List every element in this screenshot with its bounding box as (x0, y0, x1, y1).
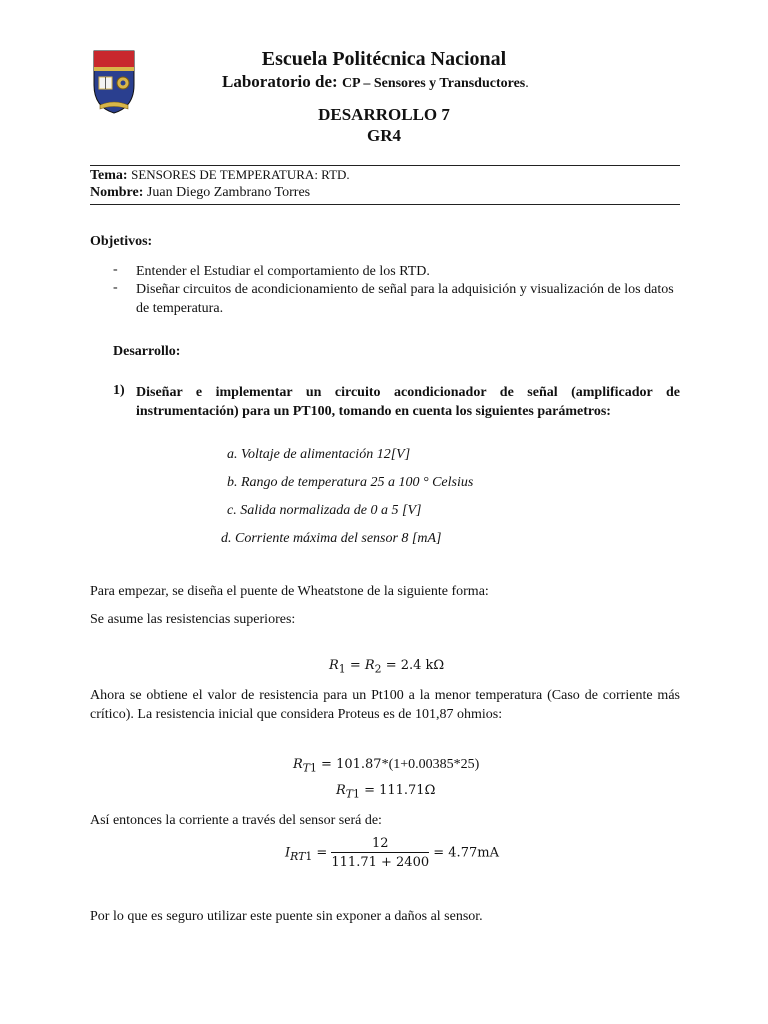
lab-line (222, 72, 529, 92)
desarrollo-heading: Desarrollo: (113, 344, 181, 359)
param-item: a. Voltaje de alimentación 12[V] (227, 447, 411, 462)
question-number: 1) (113, 383, 125, 398)
equation-value: = 111.71Ω (364, 783, 436, 798)
equation-result: = 4.77mA (433, 845, 499, 861)
nombre-label: Nombre: (90, 185, 144, 200)
lab-period: . (525, 76, 529, 91)
objetivos-heading: Objetivos: (90, 234, 153, 249)
fraction-numerator: 12 (331, 836, 429, 853)
equation-r1-r2: $R_1 = R_2 = 2.4$ kΩ (329, 658, 445, 676)
equation-rt1-result: $R_{T1} = 111.71\Omega$ (336, 783, 436, 801)
lab-value: CP – Sensores y Transductores (341, 76, 526, 91)
lab-label: Laboratorio de: (222, 72, 338, 91)
objetivo-item: Entender el Estudiar el comportamiento de los RTD. (136, 264, 430, 279)
paragraph: Ahora se obtiene el valor de resistencia para un Pt100 a la menor temperatura (Caso de corriente más crítico). La resistencia inicial que considera Proteus es de 101,87 ohmios: (90, 688, 680, 722)
param-item: b. Rango de temperatura 25 a 100 ° Celsius (227, 475, 474, 490)
nombre-value: Juan Diego Zambrano Torres (146, 185, 311, 200)
objetivo-item: Diseñar circuitos de acondicionamiento de señal para la adquisición y visualización de los datos de temperatura. (136, 282, 674, 316)
paragraph: Para empezar, se diseña el puente de Wheatstone de la siguiente forma: (90, 584, 489, 599)
divider-top (90, 165, 680, 166)
bullet-dash: - (113, 280, 118, 295)
equation-current: $I_{RT1}$ = $\frac{12}{111.71 + 2400}$ = 4.77mA (285, 836, 499, 870)
tema-label: Tema: (90, 168, 128, 183)
document-title: DESARROLLO 7 (318, 105, 450, 124)
equation-rt1-formula: $R_{T1} = 101.87*(1+0.00385*25)$ (293, 757, 480, 775)
equation-value: 101.87 (336, 757, 382, 772)
fraction (331, 836, 429, 870)
paragraph: Se asume las resistencias superiores: (90, 612, 296, 627)
divider-bottom (90, 204, 680, 205)
paragraph: Así entonces la corriente a través del sensor será de: (90, 813, 382, 828)
tema-line (90, 167, 350, 184)
tema-value: SENSORES DE TEMPERATURA: RTD. (131, 167, 350, 182)
question-text: Diseñar e implementar un circuito acondicionador de señal (amplificador de instrumentación) para un PT100, tomando en cuenta los siguientes parámetros: (136, 385, 680, 419)
fraction-denominator: 111.71 + 2400 (331, 855, 430, 870)
equation-value: = 2.4 kΩ (385, 658, 445, 673)
param-item: c. Salida normalizada de 0 a 5 [V] (227, 503, 422, 518)
paragraph: Por lo que es seguro utilizar este puente sin exponer a daños al sensor. (90, 909, 483, 924)
param-item: d. Corriente máxima del sensor 8 [mA] (221, 531, 442, 546)
equation-tail: *(1+0.00385*25) (381, 757, 480, 772)
group-title: GR4 (367, 126, 401, 145)
school-name: Escuela Politécnica Nacional (261, 48, 507, 70)
bullet-dash: - (113, 262, 118, 277)
nombre-line (90, 185, 310, 201)
